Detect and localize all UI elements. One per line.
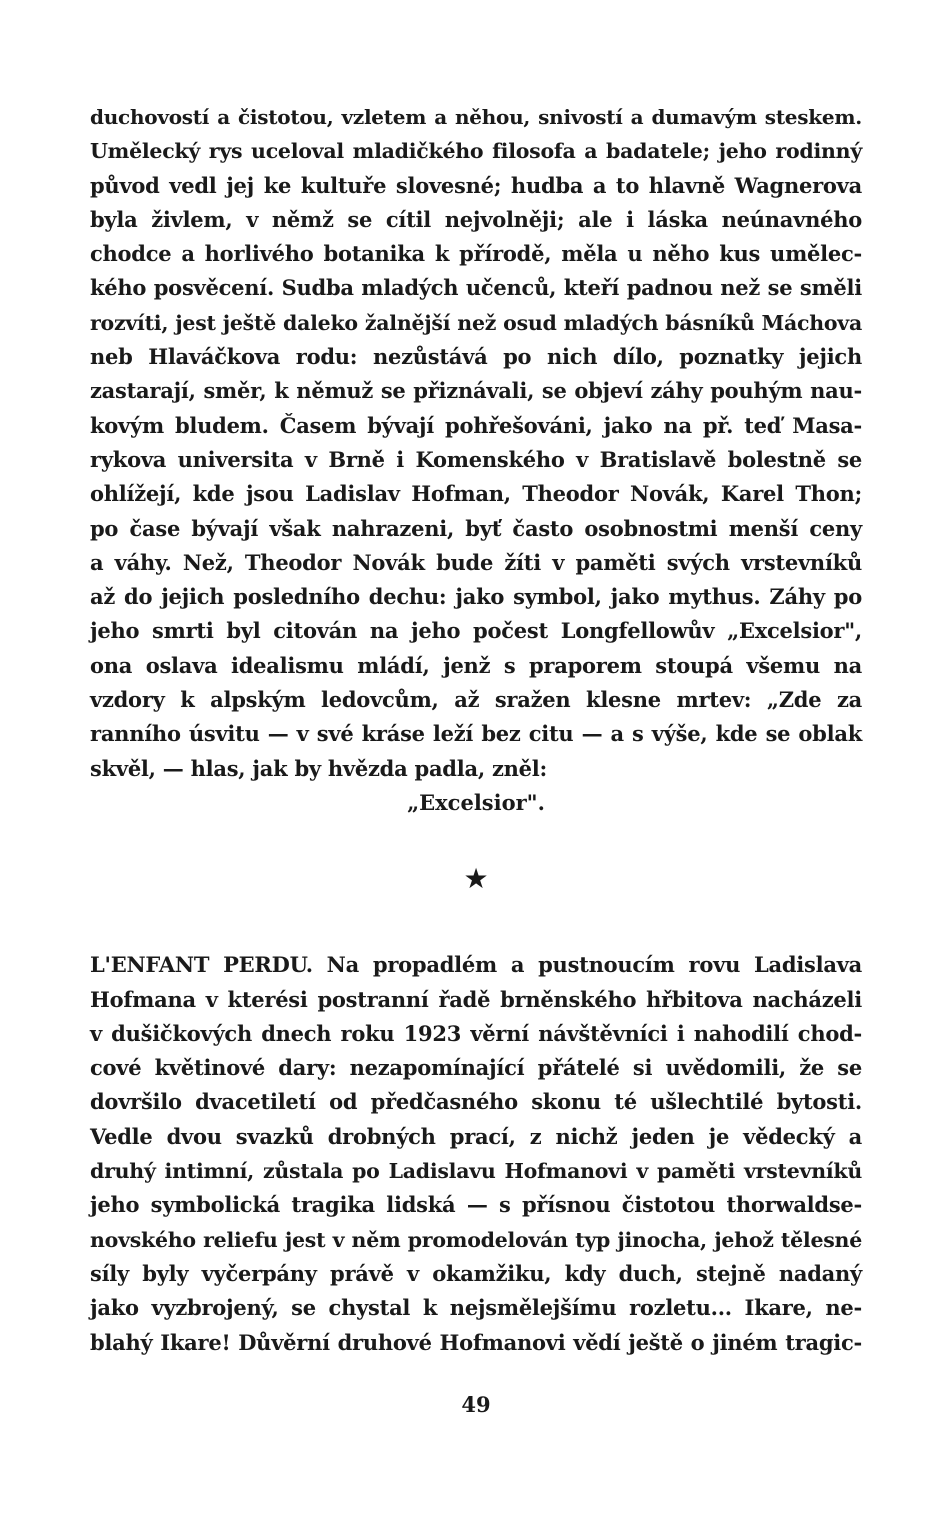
text-line: ranního úsvitu — v své kráse leží bez citu — a s výše, kde se oblak bbox=[90, 721, 862, 747]
page-number: 49 bbox=[461, 1392, 491, 1417]
text-line: kovým bludem. Časem bývají pohřešováni, jako na př. teď Masa- bbox=[90, 412, 862, 438]
text-line: druhý intimní, zůstala po Ladislavu Hofmanovi v paměti vrstevníků bbox=[90, 1159, 862, 1184]
text-line: jeho smrti byl citován na jeho počest Longfellowův „Excelsior", bbox=[90, 618, 862, 644]
text-line: zastarají, směr, k němuž se přiznávali, se objeví záhy pouhým nau- bbox=[90, 378, 862, 404]
text-line: v dušičkových dnech roku 1923 věrní návštěvníci i nahodilí chod- bbox=[90, 1020, 862, 1046]
text-line: po čase bývají však nahrazeni, byť často osobnostmi menší ceny bbox=[90, 515, 862, 541]
text-line: jako vyzbrojený, se chystal k nejsmělejšímu rozletu... Ikare, ne- bbox=[90, 1295, 862, 1321]
text-line: ona oslava idealismu mládí, jenž s praporem stoupá všemu na bbox=[90, 652, 862, 678]
star-separator-icon: ★ bbox=[463, 862, 489, 896]
text-line: rykova universita v Brně i Komenského v Bratislavě bolestně se bbox=[90, 446, 862, 472]
text-line: cové květinové dary: nezapomínající přátelé si uvědomili, že se bbox=[90, 1055, 862, 1081]
text-line: duchovostí a čistotou, vzletem a něhou, snivostí a dumavým steskem. bbox=[90, 105, 862, 129]
text-line: skvěl, — hlas, jak by hvězda padla, zněl: bbox=[90, 755, 547, 781]
text-line: rozvíti, jest ještě daleko žalnější než osud mladých básníků Máchova bbox=[90, 310, 862, 335]
text-line: blahý Ikare! Důvěrní druhové Hofmanovi vědí ještě o jiném tragic- bbox=[90, 1329, 862, 1355]
text-line: původ vedl jej ke kultuře slovesné; hudba a to hlavně Wagnerova bbox=[90, 172, 862, 198]
book-page bbox=[90, 100, 862, 1360]
text-line: až do jejich posledního dechu: jako symbol, jako mythus. Záhy po bbox=[90, 584, 862, 610]
text-line: síly byly vyčerpány právě v okamžiku, kdy duch, stejně nadaný bbox=[90, 1260, 862, 1286]
text-line: L'ENFANT PERDU. Na propadlém a pustnoucím rovu Ladislava bbox=[90, 952, 862, 978]
text-line: jeho symbolická tragika lidská — s přísnou čistotou thorwaldse- bbox=[90, 1192, 862, 1218]
text-line: Vedle dvou svazků drobných prací, z nichž jeden je vědecký a bbox=[90, 1123, 862, 1149]
text-line: Umělecký rys uceloval mladičkého filosofa a badatele; jeho rodinný bbox=[90, 139, 862, 164]
text-line: a váhy. Než, Theodor Novák bude žíti v paměti svých vrstevníků bbox=[90, 549, 862, 575]
text-line: kého posvěcení. Sudba mladých učenců, kteří padnou než se směli bbox=[90, 275, 862, 301]
text-line: neb Hlaváčkova rodu: nezůstává po nich dílo, poznatky jejich bbox=[90, 344, 862, 370]
text-line: Hofmana v kterési postranní řadě brněnského hřbitova nacházeli bbox=[90, 986, 862, 1012]
quote-end: „Excelsior". bbox=[407, 789, 545, 815]
paragraph-excelsior bbox=[90, 100, 862, 786]
text-line: vzdory k alpským ledovcům, až sražen klesne mrtev: „Zde za bbox=[90, 687, 862, 713]
text-line: chodce a horlivého botanika k přírodě, měla u něho kus umělec- bbox=[90, 241, 862, 267]
text-line: novského reliefu jest v něm promodelován typ jinocha, jehož tělesné bbox=[90, 1227, 862, 1252]
text-line: ohlížejí, kde jsou Ladislav Hofman, Theodor Novák, Karel Thon; bbox=[90, 481, 862, 507]
text-line: byla živlem, v němž se cítil nejvolněji; ale i láska neúnavného bbox=[90, 206, 862, 232]
paragraph-lenfant-perdu bbox=[90, 948, 862, 1360]
text-line: dovršilo dvacetiletí od předčasného skonu té ušlechtilé bytosti. bbox=[90, 1089, 862, 1115]
